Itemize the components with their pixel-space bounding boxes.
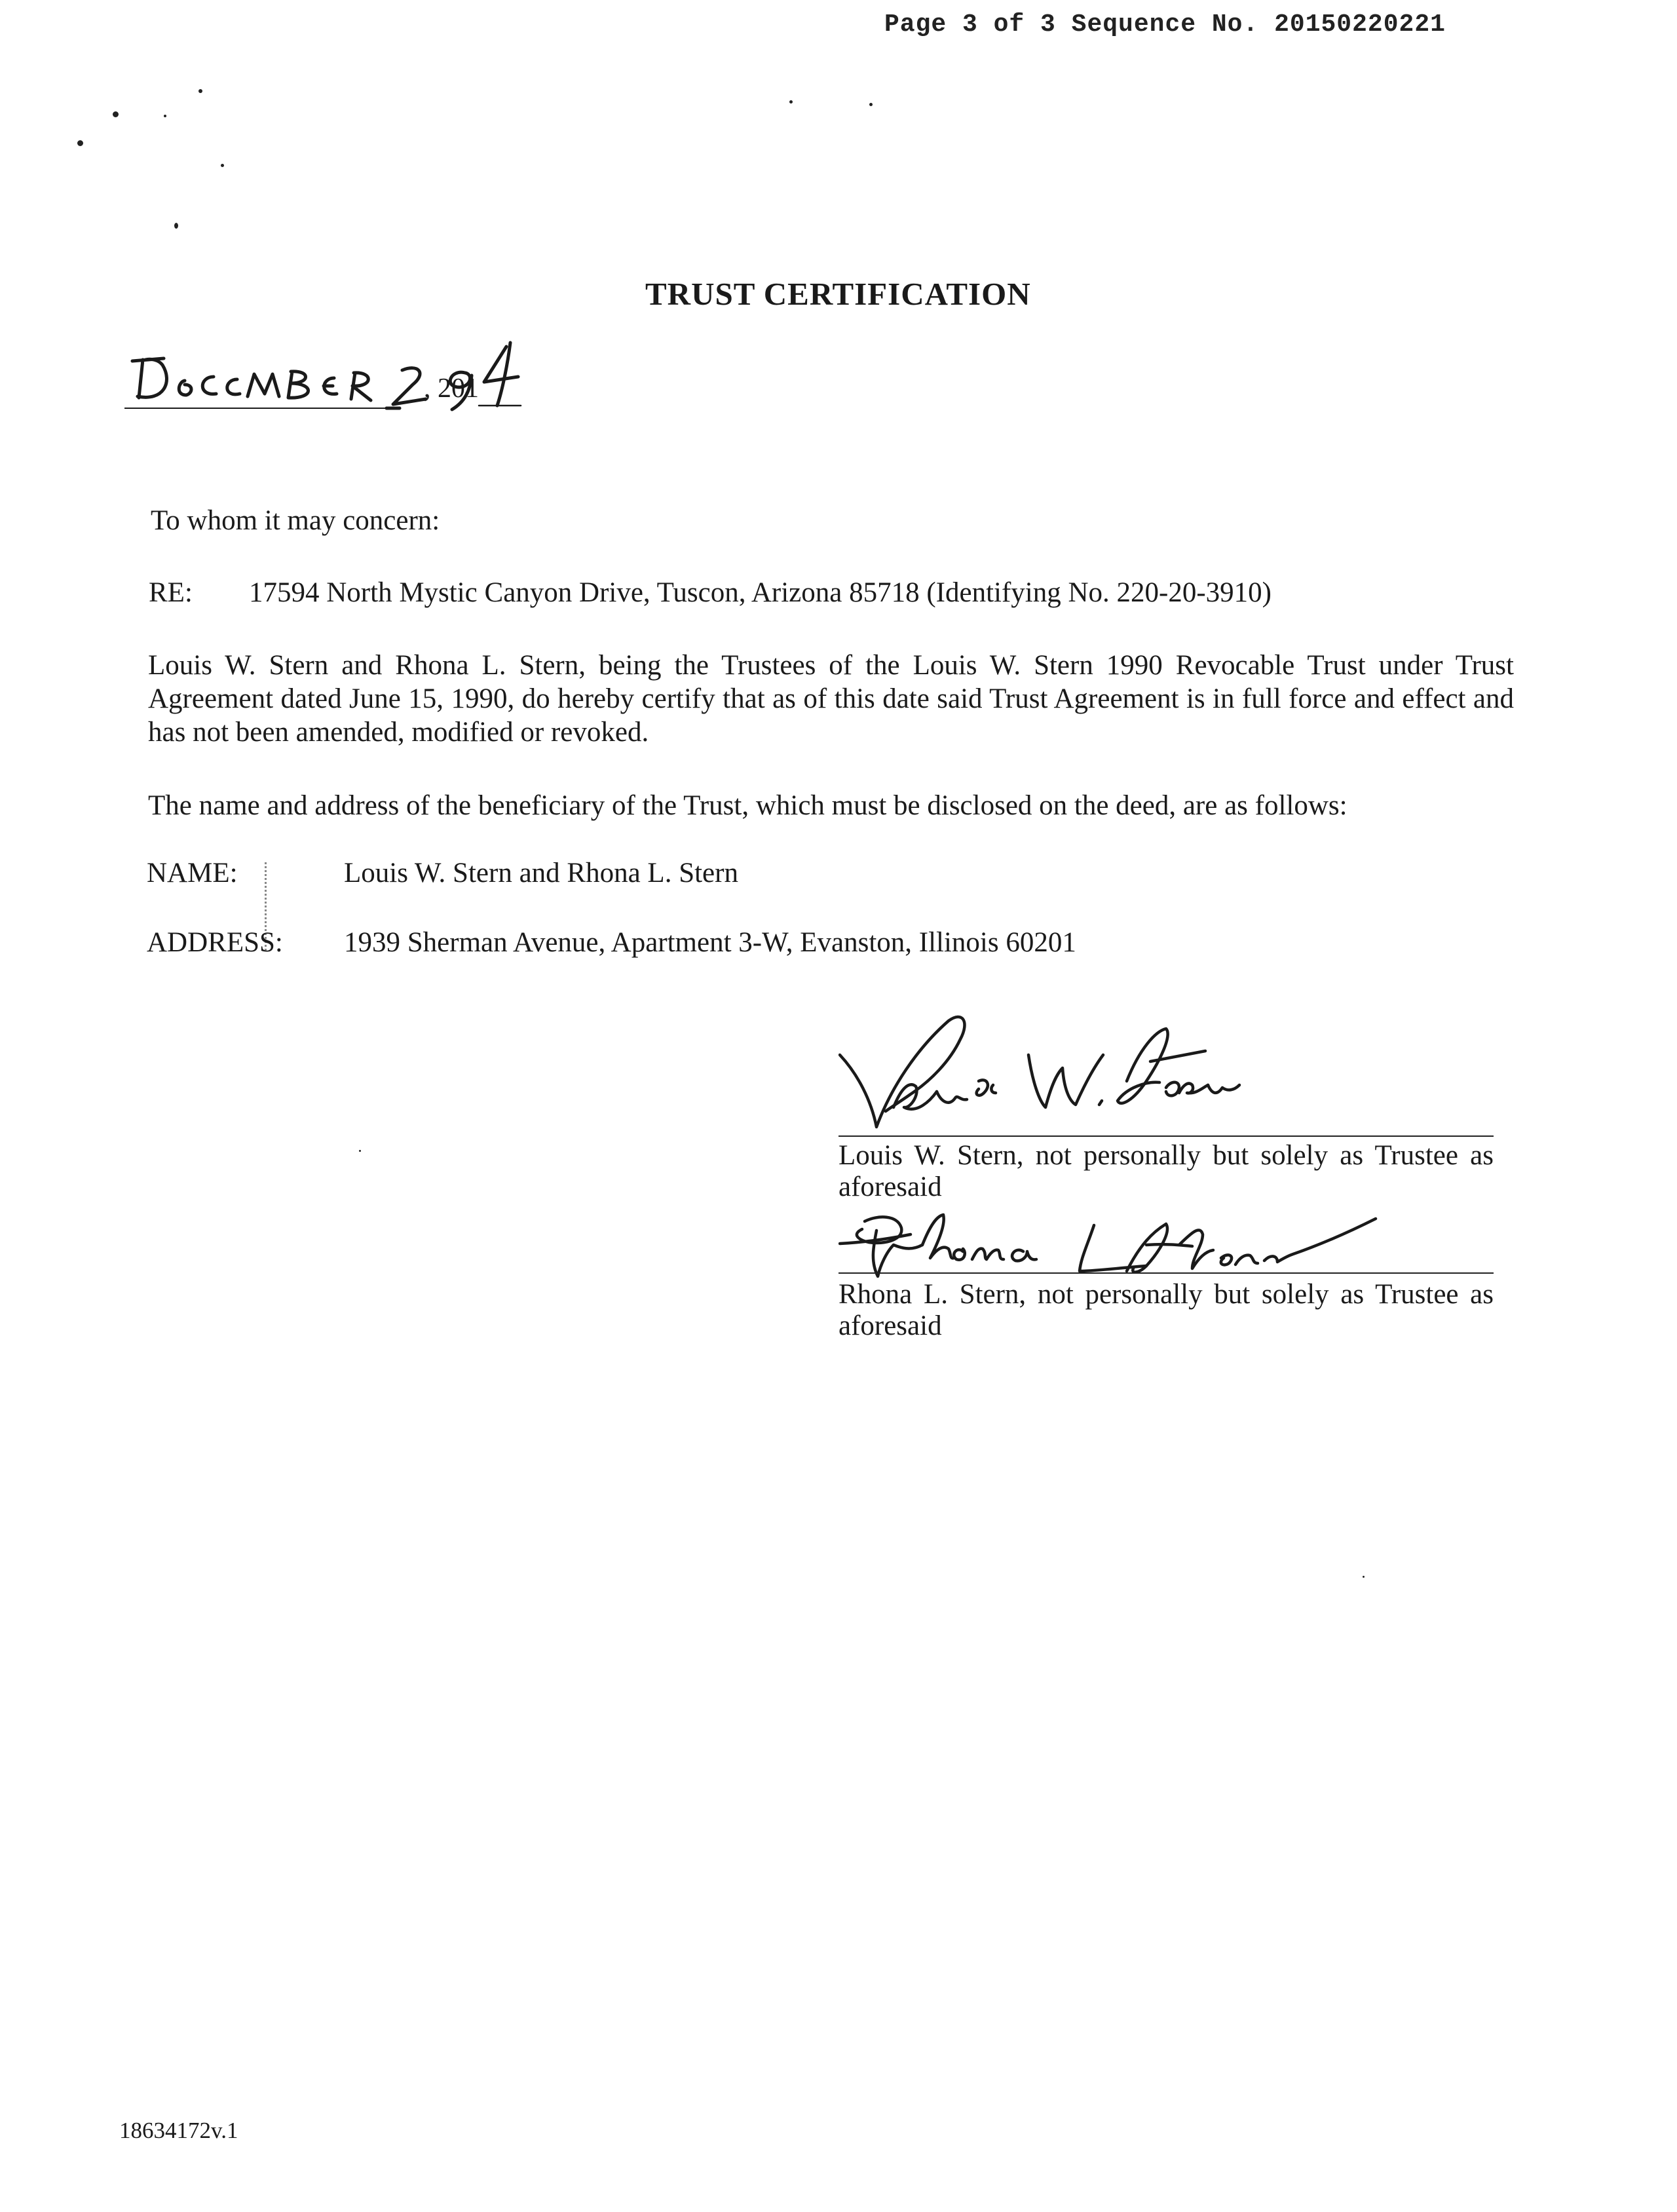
signature-line xyxy=(838,1272,1494,1274)
signature-caption-rhona: Rhona L. Stern, not personally but solely as Trustee as aforesaid xyxy=(838,1279,1494,1341)
scan-speck xyxy=(359,1150,361,1152)
signature-block-rhona xyxy=(838,1206,1494,1369)
certification-paragraph: Louis W. Stern and Rhona L. Stern, being the Trustees of the Louis W. Stern 1990 Revocable Trust under Trust Agreement dated June 15, 1990, do hereby certify that as of this date said Trust Agreement is in full force and effect and has not been amended, modified or revoked. xyxy=(148,650,1514,748)
beneficiary-name-value: Louis W. Stern and Rhona L. Stern xyxy=(344,858,738,888)
re-label: RE: xyxy=(149,577,193,608)
scan-speck xyxy=(221,164,224,167)
salutation: To whom it may concern: xyxy=(151,505,440,536)
beneficiary-address-label: ADDRESS: xyxy=(147,927,283,958)
scan-speck xyxy=(164,115,166,117)
scan-speck xyxy=(174,223,178,229)
signature-line xyxy=(838,1135,1494,1137)
date-line xyxy=(124,344,531,416)
signature-louis-w-stern xyxy=(838,1009,1245,1140)
scan-speck xyxy=(113,111,119,117)
re-property-line: 17594 North Mystic Canyon Drive, Tuscon, Arizona 85718 (Identifying No. 220-20-3910) xyxy=(249,577,1272,608)
beneficiary-intro: The name and address of the beneficiary of the Trust, which must be disclosed on the deed, are as follows: xyxy=(148,790,1347,821)
scan-speck xyxy=(77,140,83,146)
scan-speck xyxy=(198,89,202,93)
signature-caption-louis: Louis W. Stern, not personally but solely as Trustee as aforesaid xyxy=(838,1140,1494,1202)
document-id: 18634172v.1 xyxy=(119,2118,238,2143)
scan-speck xyxy=(869,103,873,106)
handwritten-year-digit xyxy=(475,337,534,410)
document-title: TRUST CERTIFICATION xyxy=(645,276,1031,312)
beneficiary-name-label: NAME: xyxy=(147,858,238,888)
scan-speck xyxy=(789,100,793,104)
page-sequence-stamp: Page 3 of 3 Sequence No. 20150220221 xyxy=(884,10,1446,39)
scan-speck xyxy=(1363,1576,1365,1578)
beneficiary-address-value: 1939 Sherman Avenue, Apartment 3-W, Evanston, Illinois 60201 xyxy=(344,927,1076,958)
date-year-prefix: , 201 xyxy=(424,373,479,404)
